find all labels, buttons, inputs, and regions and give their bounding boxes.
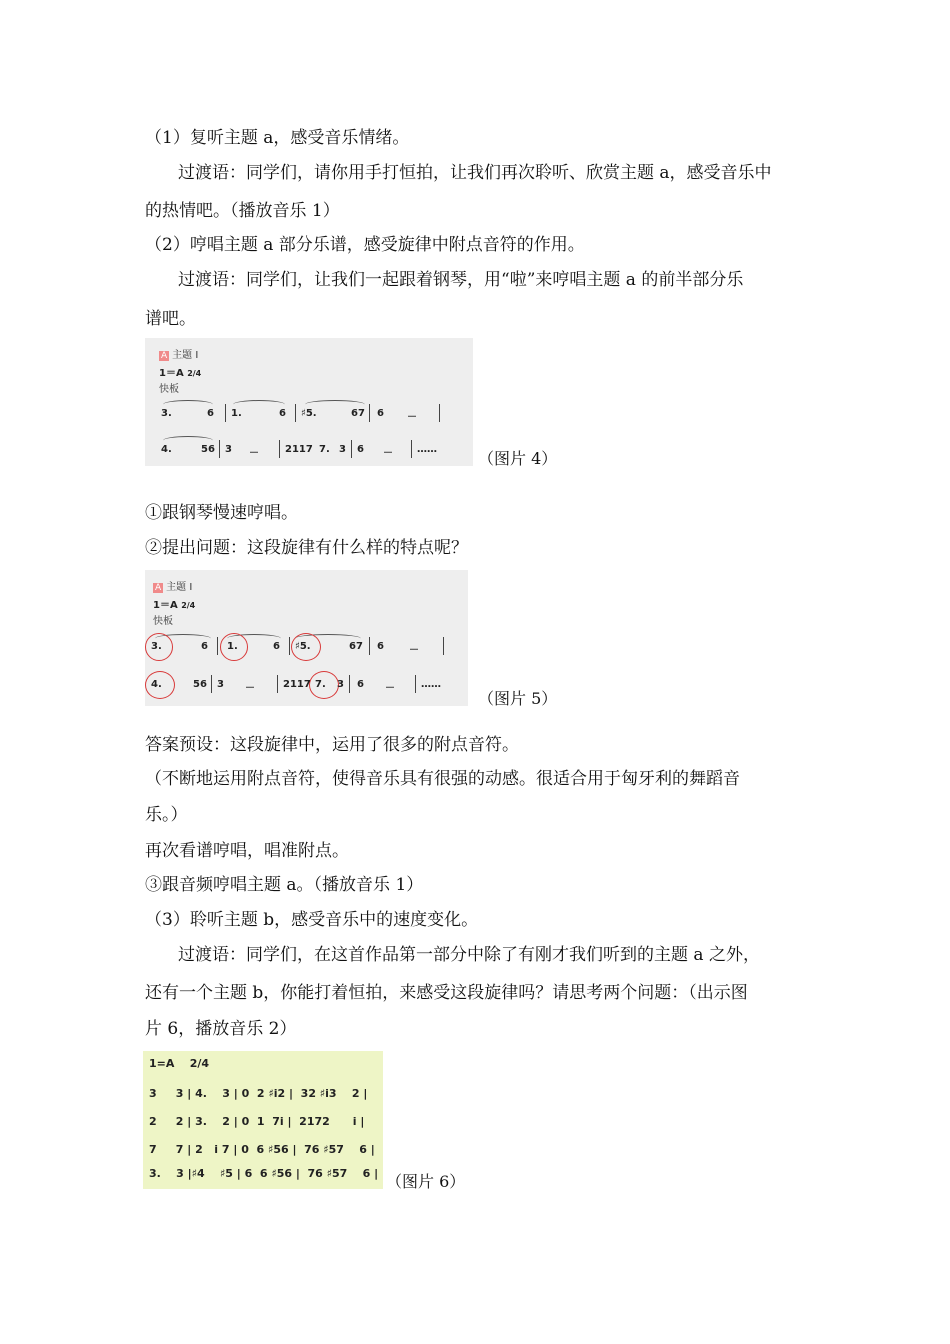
paragraph-2-line1: 过渡语：同学们，请你用手打恒拍，让我们再次聆听、欣赏主题 a，感受音乐中	[178, 163, 772, 183]
theme-header: A 主题 Ⅰ	[155, 582, 193, 593]
note: 3.	[151, 641, 162, 652]
note: 2117	[285, 444, 313, 455]
note: 6	[273, 641, 280, 652]
paragraph-11: （3）聆听主题 b，感受音乐中的速度变化。	[145, 910, 479, 930]
note: 56	[201, 444, 215, 455]
score-row-4: 3. 3 |♯4 ♯5 | 6 6 ♯56 | 76 ♯57 6 |	[149, 1167, 379, 1180]
tempo-marking: 快板	[159, 384, 179, 395]
paragraph-8-line2: 乐。）	[145, 805, 188, 825]
figure-4-caption: （图片 4）	[478, 449, 558, 468]
paragraph-6: ②提出问题：这段旋律有什么样的特点呢？	[145, 538, 468, 558]
note: 7.	[319, 444, 330, 455]
key-signature: 1＝A 2/4	[153, 600, 196, 611]
paragraph-4-line1: 过渡语：同学们，让我们一起跟着钢琴，用“啦”来哼唱主题 a 的前半部分乐	[178, 270, 744, 290]
note: 1.	[231, 408, 242, 419]
note: －	[385, 683, 395, 694]
note: 3	[217, 679, 224, 690]
note: 3	[339, 444, 346, 455]
score-row-3: 7 7 | 2 i 7 | 0 6 ♯56 | 76 ♯57 6 |	[149, 1143, 375, 1156]
note: 67	[349, 641, 363, 652]
note: ♯5.	[301, 408, 317, 419]
score-row-2: 2 2 | 3. 2 | 0 1 7i | 2172 i |	[149, 1115, 365, 1128]
score-header: 1=A 2/4	[149, 1057, 210, 1070]
note: ……	[417, 444, 437, 455]
music-score-figure-6	[143, 1051, 383, 1189]
note: 3	[225, 444, 232, 455]
note: －	[409, 645, 419, 656]
score-row-1: 3 3 | 4. 3 | 0 2 ♯i2 | 32 ♯i3 2 |	[149, 1087, 368, 1100]
paragraph-12-line2: 还有一个主题 b，你能打着恒拍，来感受这段旋律吗？请思考两个问题：（出示图	[145, 983, 748, 1003]
paragraph-9: 再次看谱哼唱，唱准附点。	[145, 841, 349, 861]
paragraph-12-line1: 过渡语：同学们，在这首作品第一部分中除了有刚才我们听到的主题 a 之外，	[178, 945, 760, 965]
paragraph-10: ③跟音频哼唱主题 a。（播放音乐 1）	[145, 875, 424, 895]
tempo-marking: 快板	[153, 616, 173, 627]
note: 1.	[227, 641, 238, 652]
note: ♯5.	[295, 641, 311, 652]
music-score-figure-5	[145, 570, 468, 706]
figure-5-caption: （图片 5）	[478, 689, 558, 708]
note: －	[245, 683, 255, 694]
paragraph-4-line2: 谱吧。	[145, 309, 196, 329]
note: 56	[193, 679, 207, 690]
paragraph-12-line3: 片 6，播放音乐 2）	[145, 1019, 297, 1039]
note: 4.	[161, 444, 172, 455]
note: －	[383, 448, 393, 459]
paragraph-5: ①跟钢琴慢速哼唱。	[145, 503, 298, 523]
note: 6	[357, 444, 364, 455]
note: 2117	[283, 679, 311, 690]
note: 6	[201, 641, 208, 652]
music-score-figure-4	[145, 338, 473, 466]
note: 3	[337, 679, 344, 690]
note: 67	[351, 408, 365, 419]
note: 6	[279, 408, 286, 419]
note: 6	[207, 408, 214, 419]
note: －	[249, 448, 259, 459]
paragraph-1: （1）复听主题 a，感受音乐情绪。	[145, 128, 410, 148]
key-signature: 1＝A 2/4	[159, 368, 202, 379]
note: 6	[357, 679, 364, 690]
theme-header: A 主题 Ⅰ	[161, 350, 199, 361]
note: －	[407, 412, 417, 423]
paragraph-8-line1: （不断地运用附点音符，使得音乐具有很强的动感。很适合用于匈牙利的舞蹈音	[145, 769, 740, 789]
note: 7.	[315, 679, 326, 690]
figure-6-caption: （图片 6）	[386, 1172, 466, 1191]
paragraph-2-line2: 的热情吧。（播放音乐 1）	[145, 201, 340, 221]
note: 6	[377, 408, 384, 419]
note: 4.	[151, 679, 162, 690]
note: 6	[377, 641, 384, 652]
note: 3.	[161, 408, 172, 419]
paragraph-7: 答案预设：这段旋律中，运用了很多的附点音符。	[145, 735, 519, 755]
note: ……	[421, 679, 441, 690]
paragraph-3: （2）哼唱主题 a 部分乐谱，感受旋律中附点音符的作用。	[145, 235, 585, 255]
